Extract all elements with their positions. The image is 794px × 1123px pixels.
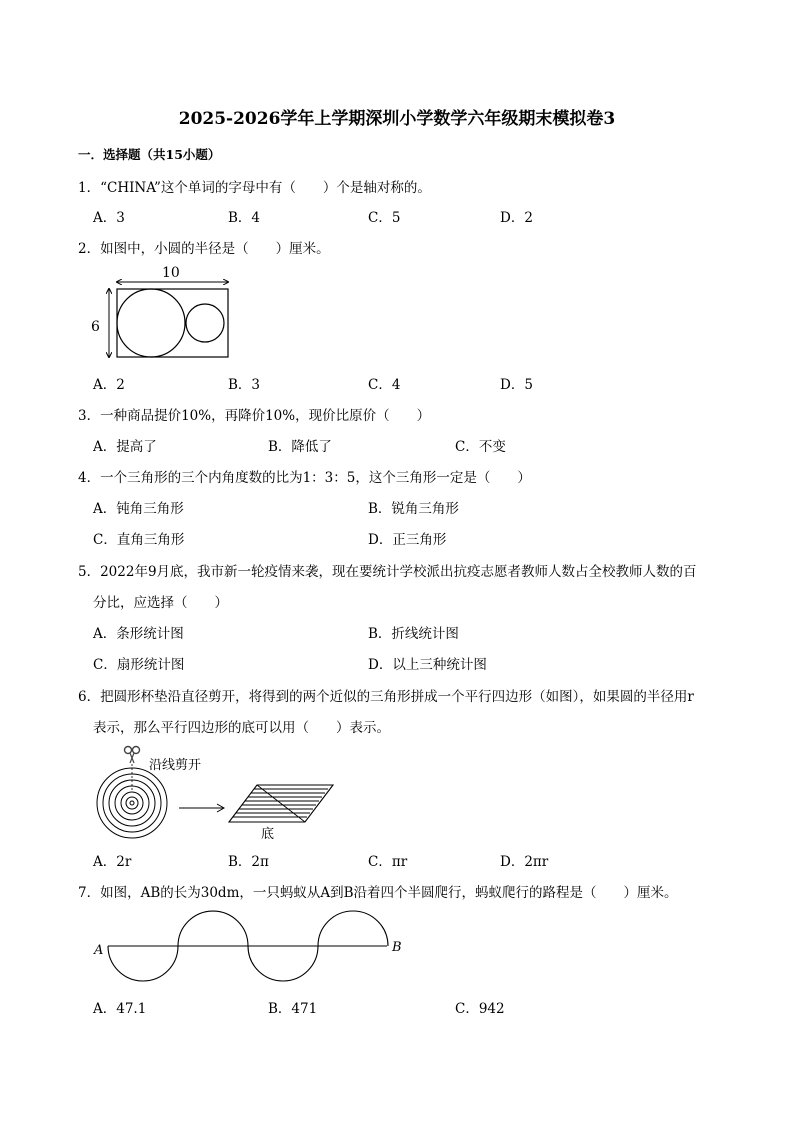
q2-option-b[interactable]: B．3 bbox=[228, 377, 261, 393]
q5-option-a[interactable]: A．条形统计图 bbox=[93, 626, 184, 642]
question-5-stem-line-2: 分比，应选择（ ） bbox=[93, 595, 228, 611]
section-heading: 一．选择题（共15小题） bbox=[78, 147, 221, 162]
q6-cut-and-rearrange-figure bbox=[95, 742, 335, 842]
q6-option-b[interactable]: B．2π bbox=[228, 854, 269, 870]
question-2-stem: 2．如图中，小圆的半径是（ ）厘米。 bbox=[78, 241, 330, 257]
question-4-stem: 4．一个三角形的三个内角度数的比为1：3：5，这个三角形一定是（ ） bbox=[78, 470, 531, 486]
q7-option-a[interactable]: A．47.1 bbox=[93, 1001, 147, 1017]
q7-option-c[interactable]: C．942 bbox=[455, 1001, 505, 1017]
question-5-stem-line-1: 5．2022年9月底，我市新一轮疫情来袭，现在要统计学校派出抗疫志愿者教师人数占全校教师人数的百 bbox=[78, 564, 697, 580]
question-3-stem: 3．一种商品提价10%，再降价10%，现价比原价（ ） bbox=[78, 408, 431, 424]
q4-option-c[interactable]: C．直角三角形 bbox=[93, 532, 185, 548]
q3-option-a[interactable]: A．提高了 bbox=[93, 439, 157, 455]
q5-option-b[interactable]: B．折线统计图 bbox=[368, 626, 459, 642]
scissors-icon bbox=[125, 747, 140, 764]
q1-option-c[interactable]: C．5 bbox=[368, 210, 401, 226]
q3-option-b[interactable]: B．降低了 bbox=[268, 439, 332, 455]
q6-base-label: 底 bbox=[261, 827, 275, 842]
q4-option-d[interactable]: D．正三角形 bbox=[368, 532, 447, 548]
q2-option-d[interactable]: D．5 bbox=[500, 377, 533, 393]
question-7-stem: 7．如图，AB的长为30dm，一只蚂蚁从A到B沿着四个半圆爬行，蚂蚁爬行的路程是（ ）厘米。 bbox=[78, 885, 678, 901]
q6-cut-label: 沿线剪开 bbox=[149, 758, 202, 773]
q4-option-a[interactable]: A．钝角三角形 bbox=[93, 501, 184, 517]
q1-option-a[interactable]: A．3 bbox=[93, 210, 125, 226]
q1-option-b[interactable]: B．4 bbox=[228, 210, 261, 226]
q6-concentric-circle bbox=[97, 768, 167, 838]
q6-option-a[interactable]: A．2r bbox=[93, 854, 132, 870]
question-1-stem: 1．“CHINA”这个单词的字母中有（ ）个是轴对称的。 bbox=[78, 180, 431, 196]
q7-label-b: B bbox=[392, 940, 402, 955]
q3-option-c[interactable]: C．不变 bbox=[455, 439, 506, 455]
q2-height-label: 6 bbox=[91, 319, 100, 335]
q2-width-label: 10 bbox=[162, 265, 180, 281]
q4-option-b[interactable]: B．锐角三角形 bbox=[368, 501, 459, 517]
q2-option-c[interactable]: C．4 bbox=[368, 377, 401, 393]
q2-option-a[interactable]: A．2 bbox=[93, 377, 125, 393]
question-6-stem-line-1: 6．把圆形杯垫沿直径剪开，将得到的两个近似的三角形拼成一个平行四边形（如图），如果圆的半径用r bbox=[78, 689, 694, 705]
q7-label-a: A bbox=[94, 943, 104, 958]
question-6-stem-line-2: 表示，那么平行四边形的底可以用（ ）表示。 bbox=[93, 720, 390, 736]
q6-option-d[interactable]: D．2πr bbox=[500, 854, 549, 870]
q5-option-d[interactable]: D．以上三种统计图 bbox=[368, 657, 487, 673]
q2-rectangle-circles-figure bbox=[88, 262, 238, 364]
q7-semicircle-path-figure bbox=[90, 905, 410, 985]
q7-option-b[interactable]: B．471 bbox=[268, 1001, 318, 1017]
q6-option-c[interactable]: C．πr bbox=[368, 854, 408, 870]
q1-option-d[interactable]: D．2 bbox=[500, 210, 533, 226]
q6-parallelogram bbox=[229, 785, 333, 822]
q5-option-c[interactable]: C．扇形统计图 bbox=[93, 657, 185, 673]
page-title: 2025-2026学年上学期深圳小学数学六年级期末模拟卷3 bbox=[178, 109, 616, 129]
